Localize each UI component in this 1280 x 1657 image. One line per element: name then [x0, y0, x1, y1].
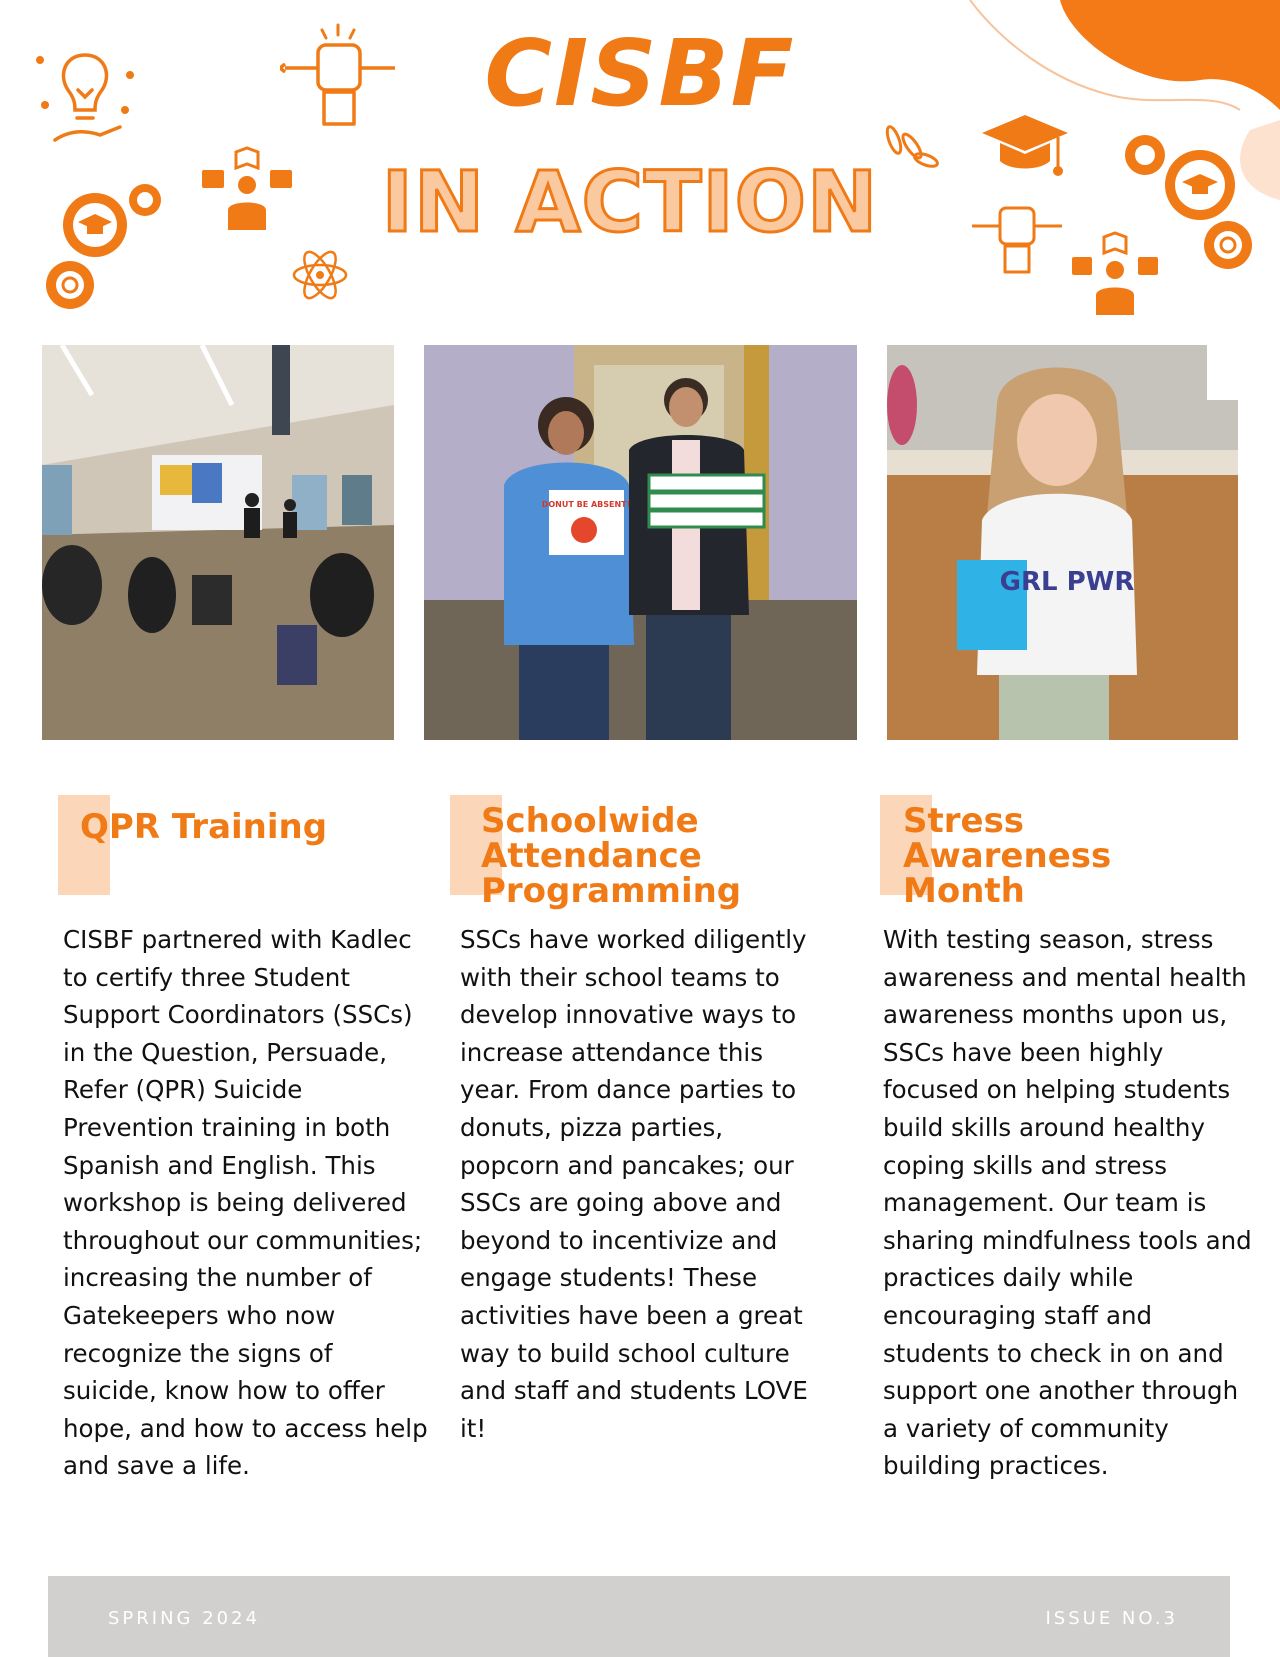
atom-icon [290, 245, 350, 305]
gear-graduation-icon [40, 180, 175, 315]
sign-text: DONUT BE ABSENT! [541, 500, 631, 509]
gear-graduation-icon [1120, 130, 1260, 280]
photo-attendance [424, 345, 857, 740]
footer-bar [48, 1576, 1230, 1657]
photo-stress-awareness [887, 345, 1238, 740]
lightbulb-icon [30, 35, 140, 150]
section-heading-attendance: Schoolwide Attendance Programming [481, 801, 742, 911]
section-body-qpr: CISBF partnered with Kadlec to certify three Student Support Coordinators (SSCs) in the Question, Persuade, Refer (QPR) Suicide Prevention training in both Spanish and English. This workshop is being delivered throughout our communities; increasing the number of Gatekeepers who now recognize the signs of suicide, know how to offer hope, and how to access help and save a life. [63, 925, 428, 1481]
section-body-stress: With testing season, stress awareness and mental health awareness months upon us, SSCs have been highly focused on helping students build skills around healthy coping skills and stress management. Our team is sharing mindfulness tools and practices daily while encouraging staff and students to check in on and support one another through a variety of community building practices. [883, 925, 1252, 1481]
student-books-icon [200, 140, 295, 235]
page-title: CISBF [484, 20, 796, 127]
section-heading-stress: Stress Awareness Month [903, 801, 1112, 911]
hand-pencil-icon [970, 190, 1065, 275]
photo-qpr-training [42, 345, 394, 740]
hand-pencil-icon [280, 20, 400, 130]
section-body-attendance: SSCs have worked diligently with their school teams to develop innovative ways to increase attendance this year. From dance parties to donuts, pizza parties, popcorn and pancakes; our SSCs are going above and beyond to incentivize and engage students! These activities have been a great way to build school culture and staff and students LOVE it! [460, 925, 808, 1443]
shirt-text: GRL PWR [999, 567, 1135, 597]
graduation-cap-icon [980, 105, 1070, 185]
footer-season: SPRING 2024 [108, 1608, 261, 1629]
section-heading-qpr: QPR Training [80, 807, 328, 847]
footer-issue: ISSUE NO.3 [1045, 1608, 1178, 1629]
page-subtitle: IN ACTION [381, 153, 879, 251]
